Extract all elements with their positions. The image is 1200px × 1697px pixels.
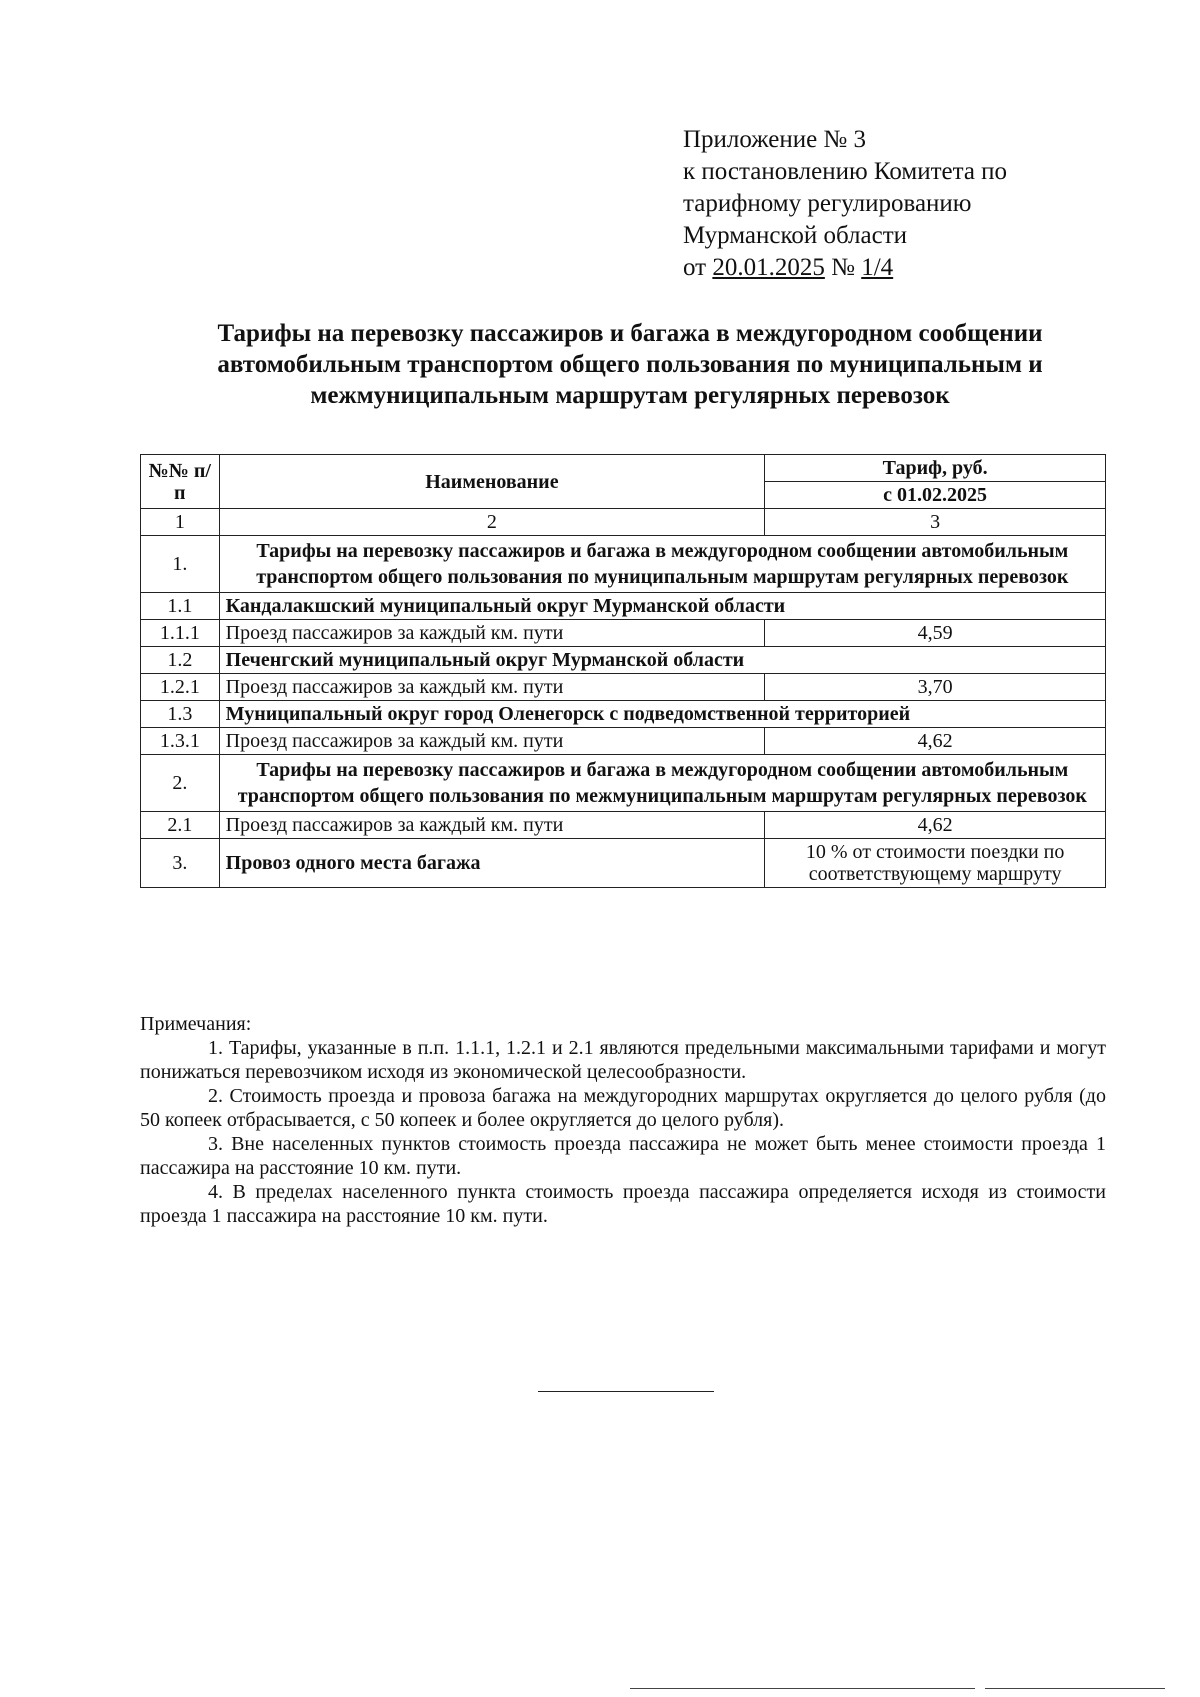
appendix-line-2: к постановлению Комитета по <box>683 158 1008 185</box>
row-name: Провоз одного места багажа <box>219 839 765 888</box>
resolution-number: 1/4 <box>861 254 894 281</box>
note-item: 2. Стоимость проезда и провоза багажа на междугородних маршрутах округляется до целого рубля (до 50 копеек отбрасывается, с 50 копеек и более округляется до целого рубля). <box>140 1085 1106 1131</box>
table-row <box>141 674 1106 701</box>
table-row <box>141 536 1106 593</box>
row-num: 2.1 <box>141 812 220 839</box>
subsection-title: Печенгский муниципальный округ Мурманской области <box>219 647 1105 674</box>
row-name: Проезд пассажиров за каждый км. пути <box>219 620 765 647</box>
table-index-row <box>141 509 1106 536</box>
row-num: 2. <box>141 755 220 812</box>
table-row <box>141 701 1106 728</box>
header-name: Наименование <box>219 455 765 509</box>
table-header-row <box>141 455 1106 482</box>
table-row <box>141 647 1106 674</box>
row-tariff: 4,62 <box>765 728 1106 755</box>
appendix-line-4: Мурманской области <box>683 222 908 249</box>
table-row <box>141 755 1106 812</box>
row-num: 1.1 <box>141 593 220 620</box>
document-title: Тарифы на перевозку пассажиров и багажа в междугородном сообщении автомобильным транспортом общего пользования по муниципальным и межмуниципальным маршрутам регулярных перевозок <box>217 320 1043 409</box>
header-num: №№ п/п <box>141 455 220 509</box>
table-row <box>141 620 1106 647</box>
row-tariff: 10 % от стоимости поездки по соответствующему маршруту <box>765 839 1106 888</box>
date-prefix: от <box>683 254 707 281</box>
table-row <box>141 728 1106 755</box>
scan-edge-line <box>985 1688 1165 1689</box>
note-item: 4. В пределах населенного пункта стоимость проезда пассажира определяется исходя из стоимости проезда 1 пассажира на расстояние 10 км. пути. <box>140 1181 1106 1227</box>
tariff-table <box>140 454 1106 888</box>
index-col-1: 1 <box>141 509 220 536</box>
note-item: 3. Вне населенных пунктов стоимость проезда пассажира не может быть менее стоимости проезда 1 пассажира на расстояние 10 км. пути. <box>140 1133 1106 1179</box>
appendix-line-3: тарифному регулированию <box>683 190 972 217</box>
table-row <box>141 839 1106 888</box>
resolution-date: 20.01.2025 <box>712 254 825 281</box>
number-prefix: № <box>831 254 855 281</box>
row-name: Проезд пассажиров за каждый км. пути <box>219 812 765 839</box>
note-item: 1. Тарифы, указанные в п.п. 1.1.1, 1.2.1 и 2.1 являются предельными максимальными тарифами и могут понижаться перевозчиком исходя из экономической целесообразности. <box>140 1037 1106 1083</box>
header-tariff: Тариф, руб. <box>765 455 1106 482</box>
row-name: Проезд пассажиров за каждый км. пути <box>219 728 765 755</box>
row-num: 1. <box>141 536 220 593</box>
row-num: 1.2 <box>141 647 220 674</box>
row-num: 1.2.1 <box>141 674 220 701</box>
section-title: Тарифы на перевозку пассажиров и багажа в междугородном сообщении автомобильным транспортом общего пользования по межмуниципальным маршрутам регулярных перевозок <box>219 755 1105 812</box>
row-tariff: 4,59 <box>765 620 1106 647</box>
row-num: 3. <box>141 839 220 888</box>
index-col-2: 2 <box>219 509 765 536</box>
row-name: Проезд пассажиров за каждый км. пути <box>219 674 765 701</box>
scan-edge-line <box>630 1688 975 1689</box>
appendix-number: Приложение № 3 <box>683 126 867 153</box>
appendix-date-line <box>683 252 1007 284</box>
row-num: 1.3 <box>141 701 220 728</box>
appendix-header <box>683 124 1007 284</box>
row-tariff: 3,70 <box>765 674 1106 701</box>
table-row <box>141 593 1106 620</box>
table-row <box>141 812 1106 839</box>
header-tariff-date: с 01.02.2025 <box>765 482 1106 509</box>
row-num: 1.1.1 <box>141 620 220 647</box>
subsection-title: Кандалакшский муниципальный округ Мурманской области <box>219 593 1105 620</box>
row-tariff: 4,62 <box>765 812 1106 839</box>
notes-heading: Примечания: <box>140 1013 252 1035</box>
end-rule <box>538 1391 714 1392</box>
subsection-title: Муниципальный округ город Оленегорск с подведомственной территорией <box>219 701 1105 728</box>
section-title: Тарифы на перевозку пассажиров и багажа в междугородном сообщении автомобильным транспортом общего пользования по муниципальным маршрутам регулярных перевозок <box>219 536 1105 593</box>
notes-section <box>140 1012 1106 1228</box>
index-col-3: 3 <box>765 509 1106 536</box>
row-num: 1.3.1 <box>141 728 220 755</box>
